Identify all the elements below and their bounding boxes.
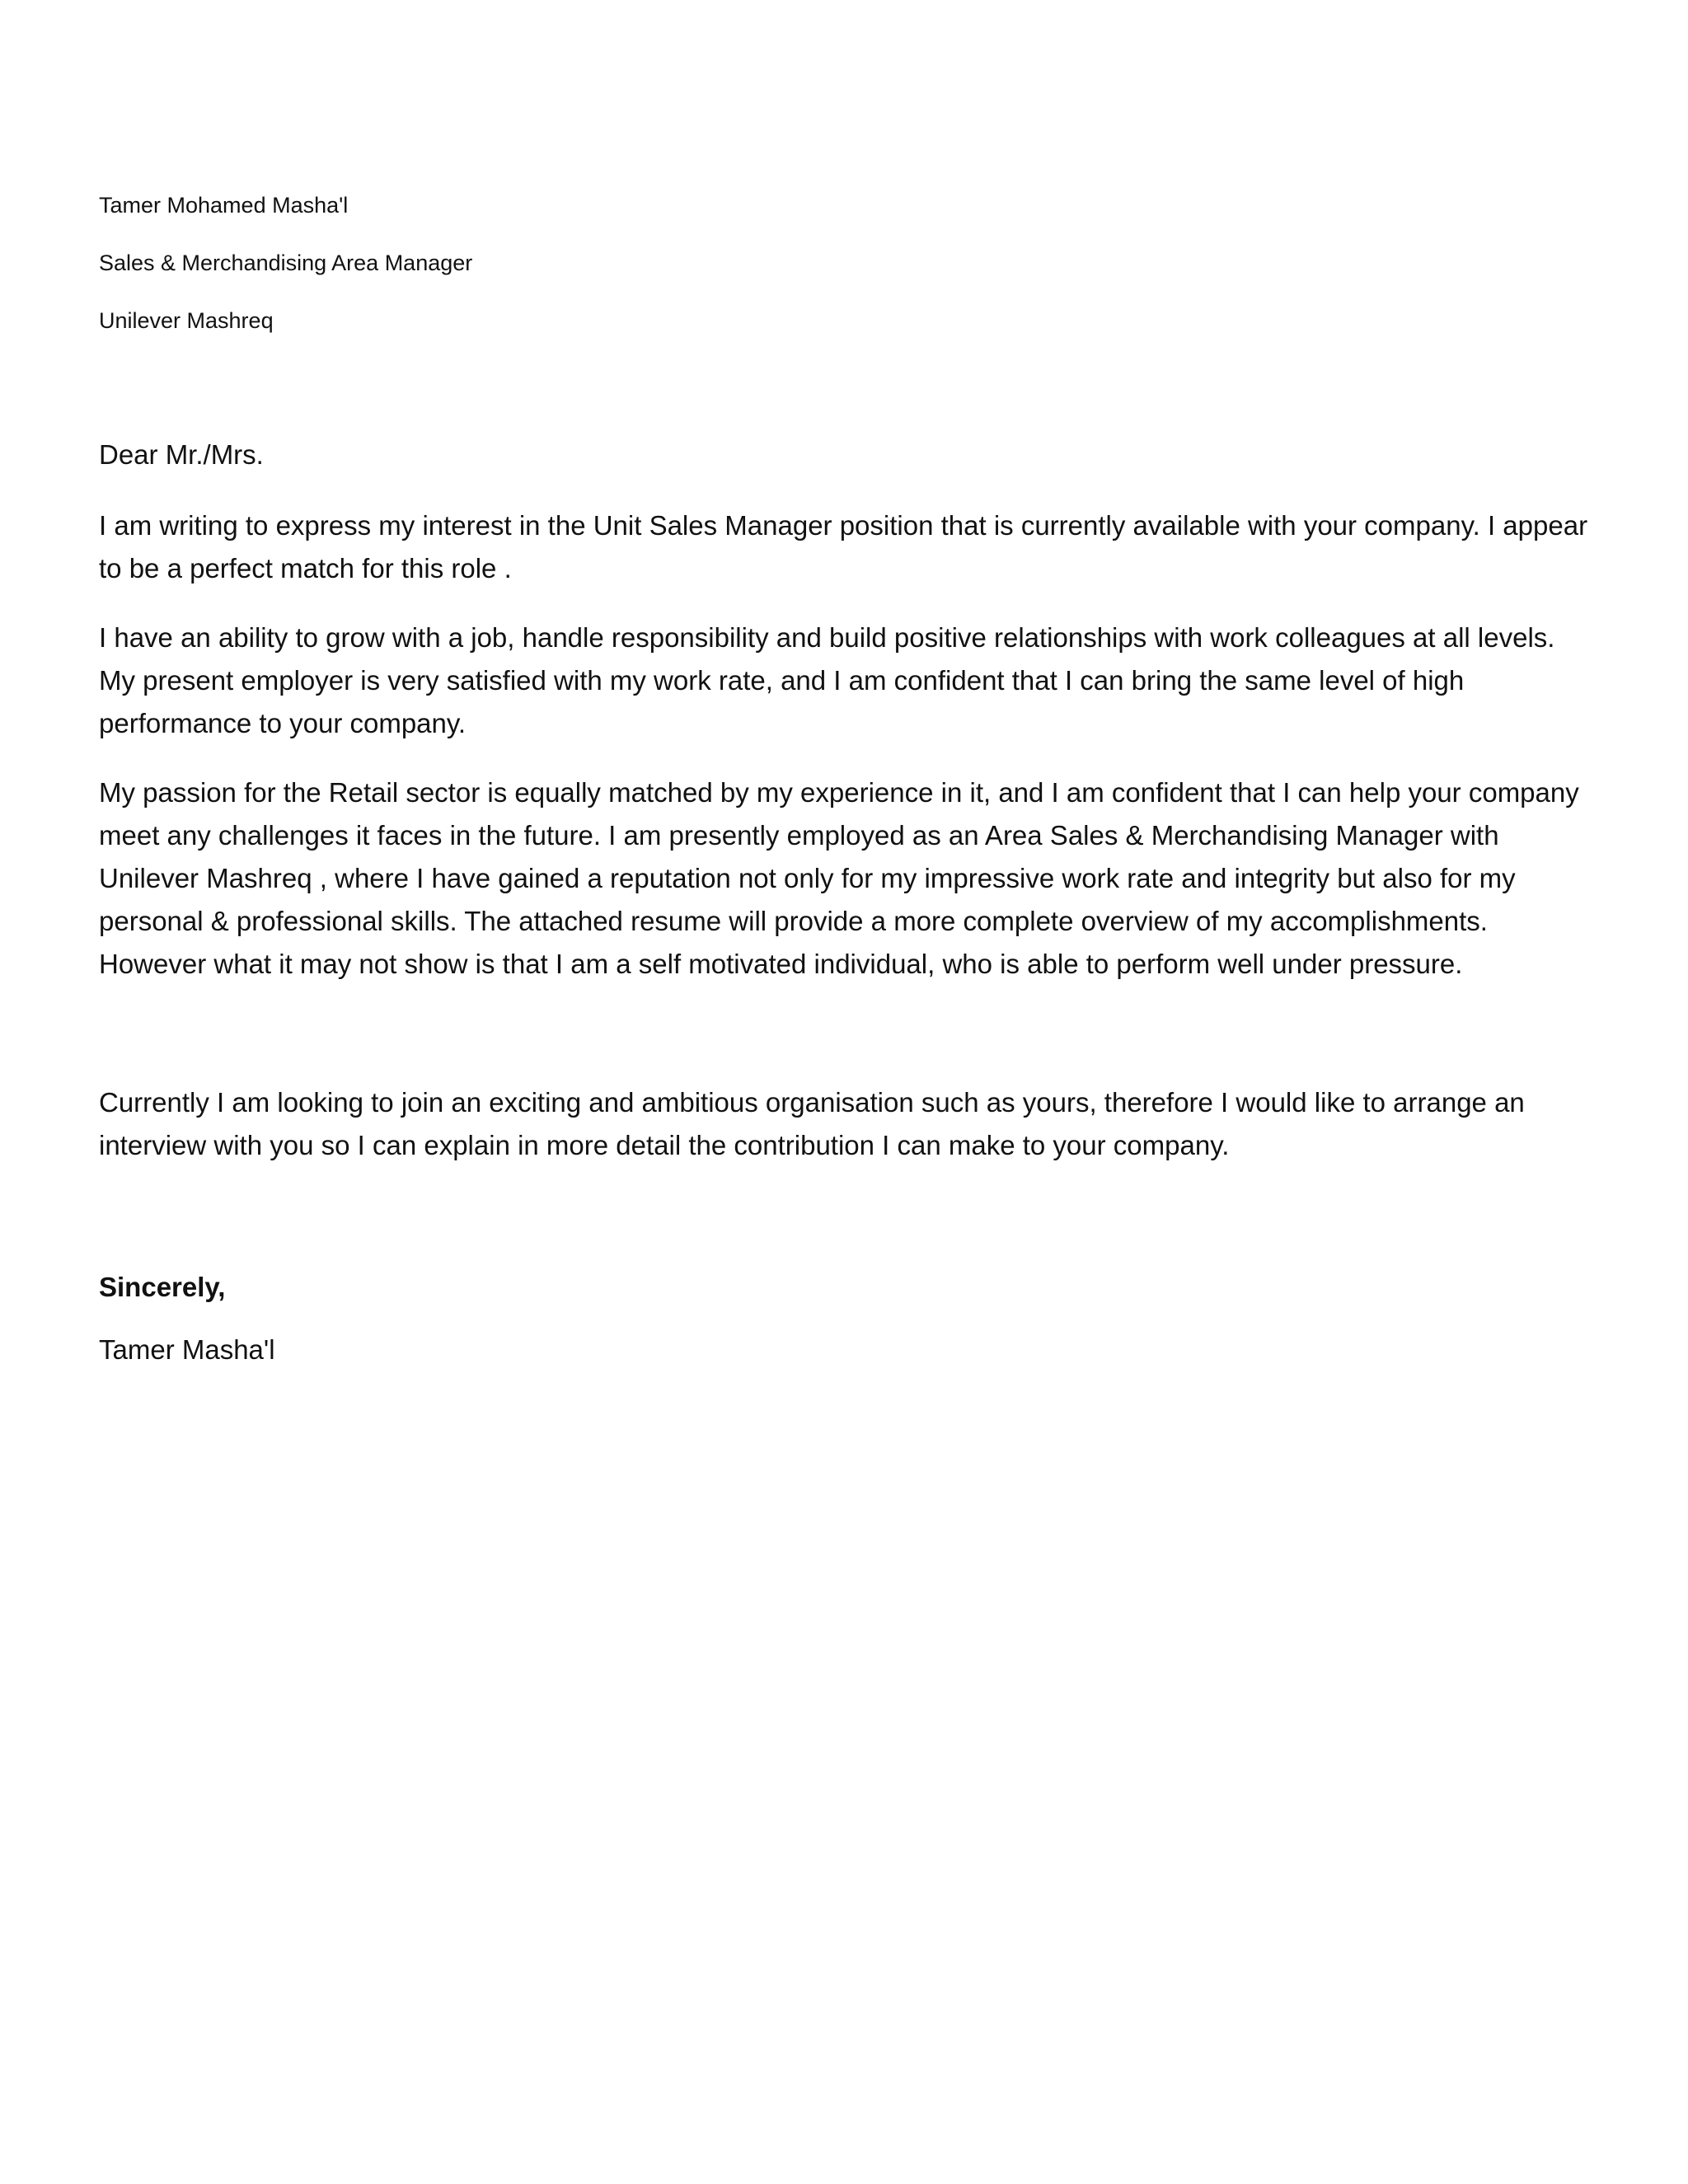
sender-company: Unilever Mashreq (99, 308, 274, 333)
sender-block (99, 191, 841, 364)
paragraph-2: I have an ability to grow with a job, handle responsibility and build positive relationships with work colleagues at all levels. My present employer is very satisfied with my work rate, and I am confident that I can bring the same level of high performance to your company. (99, 622, 1555, 738)
paragraph-4: Currently I am looking to join an exciting and ambitious organisation such as yours, therefore I would like to arrange an interview with you so I can explain in more detail the contribution I can make to your company. (99, 1087, 1525, 1160)
paragraph-1: I am writing to express my interest in the Unit Sales Manager position that is currently available with your company. I appear to be a perfect match for this role . (99, 510, 1588, 583)
signature: Tamer Masha'l (99, 1334, 275, 1365)
closing: Sincerely, (99, 1272, 226, 1302)
sender-title: Sales & Merchandising Area Manager (99, 251, 473, 275)
sender-name: Tamer Mohamed Masha'l (99, 193, 349, 218)
salutation: Dear Mr./Mrs. (99, 439, 264, 470)
paragraph-3: My passion for the Retail sector is equally matched by my experience in it, and I am confident that I can help your company meet any challenges it faces in the future. I am presently employed as an Area Sales & Merchandising Manager with Unilever Mashreq , where I have gained a reputation not only for my impressive work rate and integrity but also for my personal & professional skills. The attached resume will provide a more complete overview of my accomplishments. However what it may not show is that I am a self motivated individual, who is able to perform well under pressure. (99, 777, 1579, 979)
